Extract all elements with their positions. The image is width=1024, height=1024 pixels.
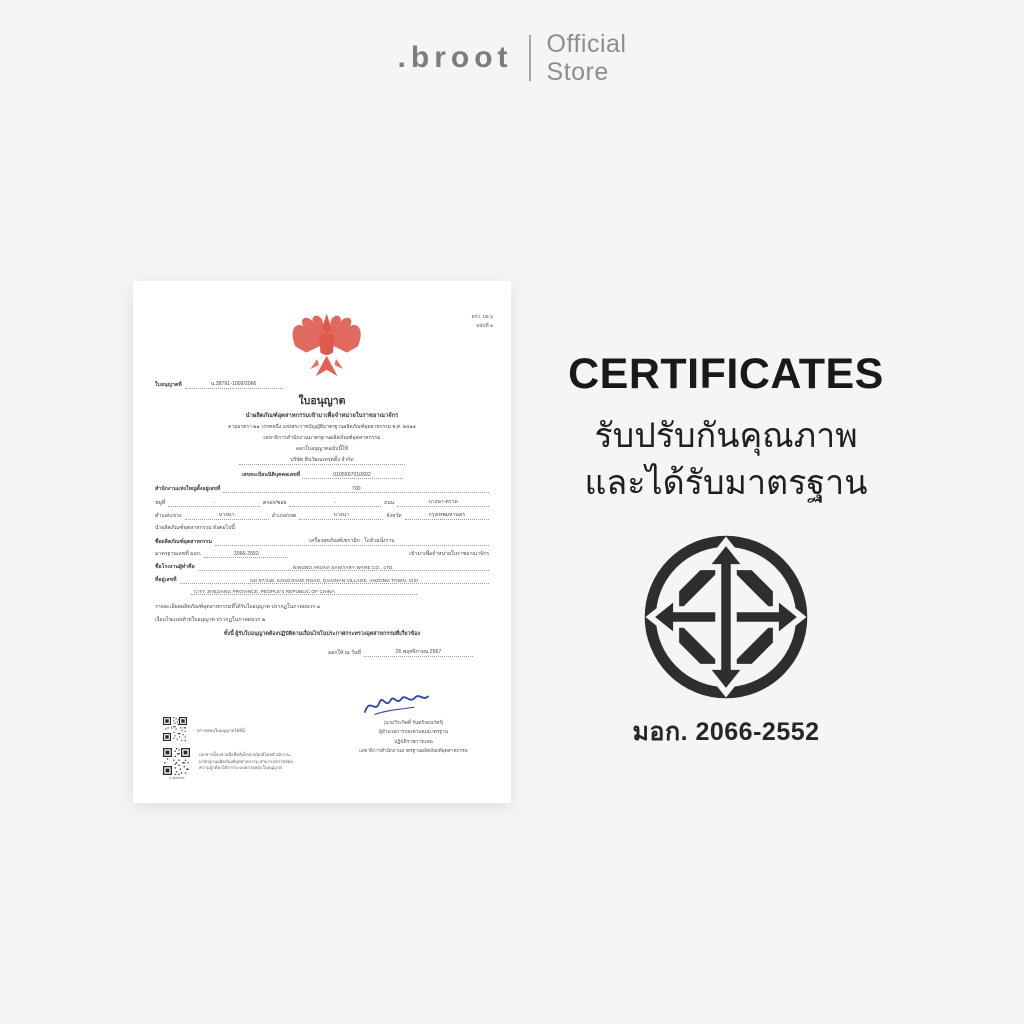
brand-wordmark: .broot bbox=[397, 41, 513, 75]
signatory-block bbox=[301, 719, 526, 756]
import-products-line: นำผลิตภัณฑ์อุตสาหกรรม ดังต่อไปนี้ bbox=[155, 525, 235, 531]
store-logo bbox=[0, 30, 1024, 87]
signatory-title-2: ปฏิบัติราชการแทน bbox=[394, 739, 433, 745]
annex-line-1: รายละเอียดผลิตภัณฑ์อุตสาหกรรมที่ได้รับใบอนุญาต ปรากฏในภาคผนวก ๑ bbox=[155, 604, 321, 610]
signatory-name: (นายวีระกิตติ์ รันทกิจธนวัชร์) bbox=[383, 721, 444, 726]
qr-code-verify bbox=[163, 717, 187, 741]
issue-date-line: ออกให้ ณ วันที่ 26 พฤศจิกายน 2567 bbox=[328, 648, 473, 657]
subtitle-line-1: รับปรับกันคุณภาพ bbox=[594, 417, 858, 455]
head-office-number: 700 bbox=[223, 486, 489, 493]
store-label bbox=[547, 30, 627, 87]
qr1-caption: ตรวจสอบใบอนุญาตได้ที่นี่ bbox=[197, 728, 245, 733]
address-row-moo: หมู่ที่ - ตรอก/ซอย - ถนน บางนา-ตราด bbox=[155, 498, 489, 507]
license-number-value: น.38791-1009/2066 bbox=[185, 380, 283, 389]
law-reference-line: ตามมาตรา ๒๑ วรรคหนึ่ง แห่งพระราชบัญญัติมาตรฐานผลิตภัณฑ์อุตสาหกรรม พ.ศ. ๒๕๑๑ bbox=[228, 425, 416, 430]
annex-line-2: เงื่อนไขแนบท้ายใบอนุญาต ปรากฏในภาคผนวก ๒ bbox=[155, 617, 266, 623]
tax-id-value: 0105567010602 bbox=[302, 472, 403, 479]
grant-line: ออกใบอนุญาตฉบับนี้ให้ bbox=[295, 446, 349, 452]
form-corner-note: ตรว. มอ.๖ ฉบับที่ ๑ bbox=[471, 315, 493, 329]
qr2-sub-caption: e-license bbox=[169, 776, 185, 780]
address-row-district: ตำบล/แขวง บางนา อำเภอ/เขต บางนา จังหวัด กรุงเทพมหานคร bbox=[155, 511, 489, 520]
garuda-emblem-icon bbox=[288, 307, 366, 389]
qr-code-elicense bbox=[163, 748, 190, 775]
license-number-line: ใบอนุญาตที่ น.38791-1009/2066 bbox=[155, 380, 489, 389]
maker-name-line: ชื่อโรงงานผู้ทำคือ NINGBO ARUNA SANITARY WARE CO., LTD. bbox=[155, 563, 489, 571]
tis-standard-number: มอก. 2066-2552 bbox=[632, 717, 820, 746]
certificate-title: ใบอนุญาต bbox=[298, 395, 346, 407]
certificates-title: CERTIFICATES bbox=[568, 350, 884, 398]
maker-address-line1: ที่อยู่เลขที่ NO.97/148, SANGJIANG ROAD, QIAONAN VILLAGE, ANZONG TOWN, CIXI bbox=[155, 576, 489, 584]
store-label-line2: Store bbox=[546, 58, 609, 87]
certificates-subtitle bbox=[540, 413, 912, 507]
maker-name-value: NINGBO ARUNA SANITARY WARE CO., LTD. bbox=[198, 565, 489, 571]
certificate-subtitle: นำผลิตภัณฑ์อุตสาหกรรมเข้ามาเพื่อจำหน่ายในราชอาณาจักร bbox=[245, 413, 399, 419]
standard-number-line: มาตรฐานเลขที่ มอก. 2066-2552 เข้ามาเพื่อจำหน่ายในราชอาณาจักร bbox=[155, 551, 489, 557]
certificates-panel bbox=[540, 350, 912, 752]
qr2-caption: เอกสารนี้ลงลายมือชื่ออิเล็กทรอนิกส์โดยสำนักงาน มาตรฐานผลิตภัณฑ์อุตสาหกรรม สามารถตรวจสอบ ความถูกต้องได้จากระบบตรวจสอบใบอนุญาต bbox=[199, 752, 294, 771]
signatory-title-1: ผู้อำนวยการกองควบคุมมาตรฐาน bbox=[379, 730, 448, 736]
subtitle-line-2: และได้รับมาตรฐาน bbox=[584, 463, 868, 502]
signature bbox=[361, 691, 431, 719]
head-office-line: สำนักงานแห่งใหญ่ตั้งอยู่เลขที่ 700 bbox=[155, 485, 489, 493]
certificate-document bbox=[133, 281, 511, 803]
maker-address-line2: CITY, ZHEJIANG PROVINCE, PEOPLE'S REPUBLIC OF CHINA bbox=[191, 589, 451, 595]
signatory-title-3: เลขาธิการสำนักงานมาตรฐานผลิตภัณฑ์อุตสาหกรรม bbox=[359, 749, 468, 755]
brand-divider bbox=[529, 35, 531, 81]
condition-line: ทั้งนี้ ผู้รับใบอนุญาตต้องปฏิบัติตามเงื่อนไขในประกาศกระทรวงอุตสาหกรรมที่เกี่ยวข้อง bbox=[223, 631, 421, 637]
tax-id-line: เลขทะเบียนนิติบุคคลเลขที่ 0105567010602 bbox=[133, 471, 511, 479]
issuing-office-line: เลขาธิการสำนักงานมาตรฐานผลิตภัณฑ์อุตสาหกรรม bbox=[263, 435, 381, 441]
tis-mark-icon bbox=[640, 531, 812, 703]
product-name-line: ชื่อผลิตภัณฑ์อุตสาหกรรม เครื่องสุขภัณฑ์เซรามิก : โถส้วมนั่งราบ bbox=[155, 537, 489, 546]
issue-date-value: 26 พฤศจิกายน 2567 bbox=[364, 648, 473, 657]
standard-number-value: 2066-2552 bbox=[204, 551, 288, 558]
store-label-line1: Official bbox=[546, 30, 627, 58]
licensee-company-line: บริษัท สินวัฒนเทรดดิ้ง จำกัด bbox=[133, 456, 511, 465]
